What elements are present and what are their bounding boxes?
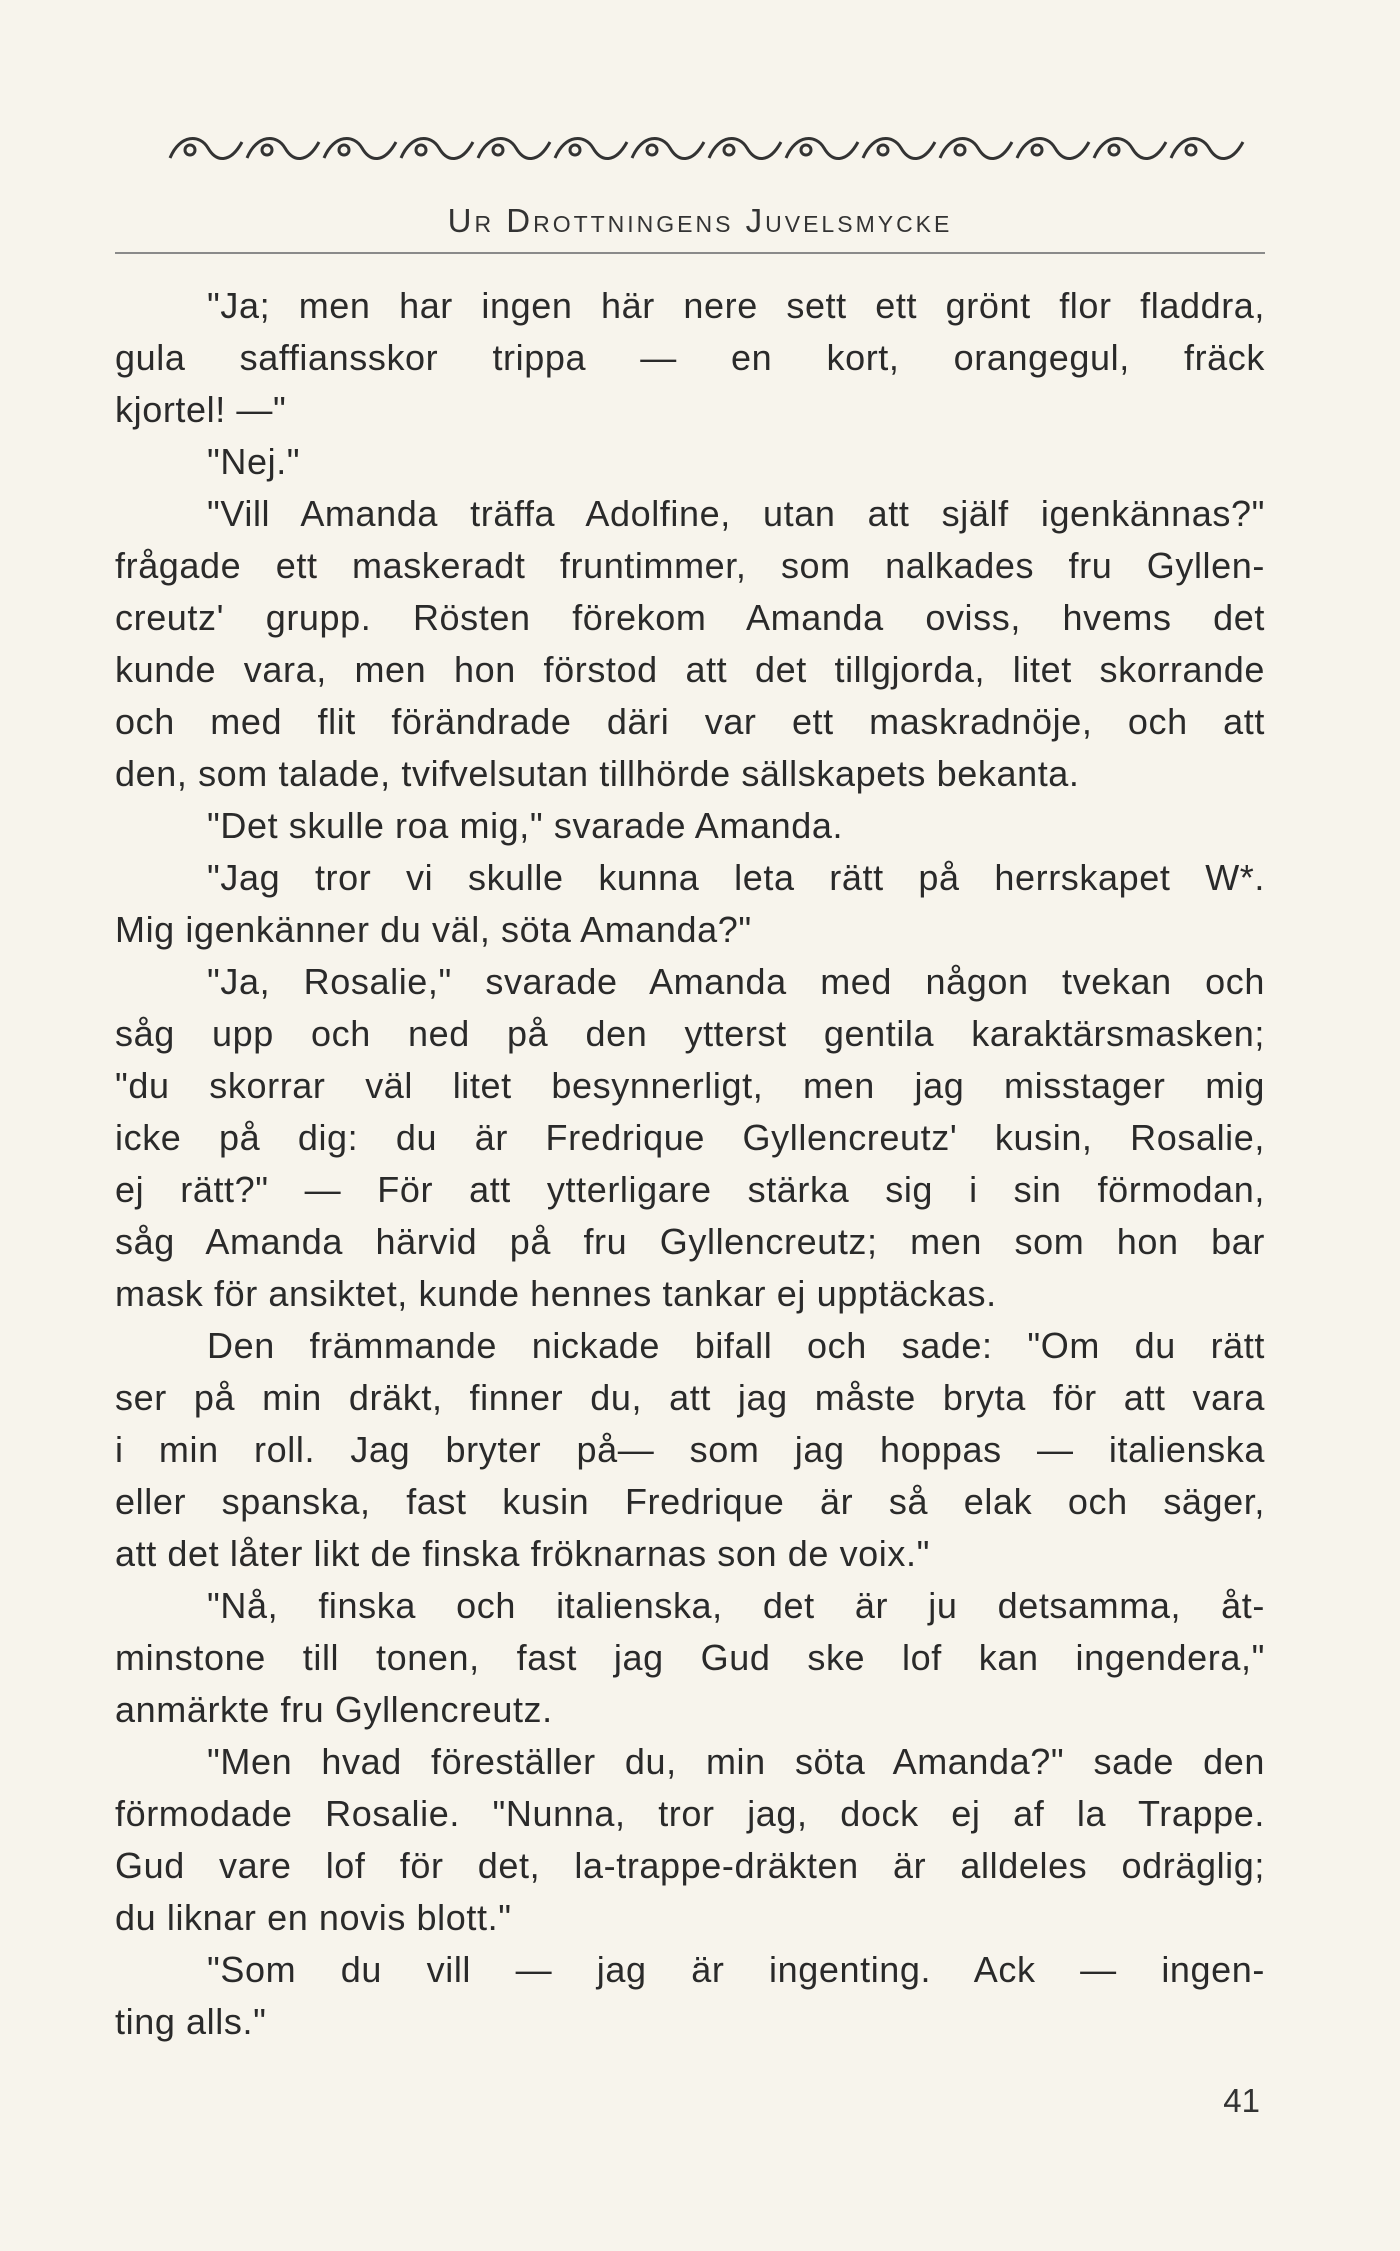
ornament-curl — [1109, 145, 1119, 155]
text-line: ej rätt?" — För att ytterligare stärka sig i sin förmodan, — [115, 1169, 1265, 1210]
text-line: att det låter likt de finska fröknarnas son de voix." — [115, 1533, 930, 1574]
text-line: "Nej." — [207, 441, 301, 482]
page-number: 41 — [1223, 2082, 1260, 2119]
text-line: eller spanska, fast kusin Fredrique är så elak och säger, — [115, 1481, 1265, 1522]
text-line: "Som du vill — jag är ingenting. Ack — ingen- — [207, 1949, 1265, 1990]
text-line: minstone till tonen, fast jag Gud ske lof kan ingendera," — [115, 1637, 1265, 1678]
ornament-curl — [339, 145, 349, 155]
text-line: och med flit förändrade däri var ett maskradnöje, och att — [115, 701, 1265, 742]
text-line: mask för ansiktet, kunde hennes tankar ej upptäckas. — [115, 1273, 997, 1314]
ornament-curl — [1032, 145, 1042, 155]
ornament-scroll — [324, 139, 396, 159]
ornament-scroll — [786, 139, 858, 159]
text-line: såg upp och ned på den ytterst gentila karaktärsmasken; — [115, 1013, 1265, 1054]
ornament-scroll — [401, 139, 473, 159]
ornament-scroll — [863, 139, 935, 159]
ornament-curl — [416, 145, 426, 155]
text-line: du liknar en novis blott." — [115, 1897, 512, 1938]
ornament-curl — [878, 145, 888, 155]
page-body — [115, 280, 1265, 2048]
text-line: Mig igenkänner du väl, söta Amanda?" — [115, 909, 752, 950]
ornament-curl — [570, 145, 580, 155]
ornament-scroll — [170, 139, 242, 159]
ornament-scroll — [478, 139, 550, 159]
ornament-scroll — [1017, 139, 1089, 159]
ornament-curl — [185, 145, 195, 155]
text-line: "du skorrar väl litet besynnerligt, men jag misstager mig — [115, 1065, 1265, 1106]
ornament-scroll — [247, 139, 319, 159]
text-line: i min roll. Jag bryter på— som jag hoppas — italienska — [115, 1429, 1265, 1470]
ornament-scroll — [940, 139, 1012, 159]
ornament-scroll — [709, 139, 781, 159]
header-rule — [115, 252, 1265, 254]
ornament-curl — [724, 145, 734, 155]
text-line: frågade ett maskeradt fruntimmer, som nalkades fru Gyllen- — [115, 545, 1265, 586]
text-line: "Vill Amanda träffa Adolfine, utan att själf igenkännas?" — [207, 493, 1265, 534]
ornament-scroll — [1094, 139, 1166, 159]
text-line: ser på min dräkt, finner du, att jag måste bryta för att vara — [115, 1377, 1265, 1418]
text-line: Den främmande nickade bifall och sade: "Om du rätt — [207, 1325, 1265, 1366]
ornament-scroll — [1171, 139, 1243, 159]
text-line: "Nå, finska och italienska, det är ju detsamma, åt- — [207, 1585, 1265, 1626]
text-line: ting alls." — [115, 2001, 267, 2042]
text-line: "Men hvad föreställer du, min söta Amanda?" sade den — [207, 1741, 1265, 1782]
text-line: Gud vare lof för det, la-trappe-dräkten är alldeles odräglig; — [115, 1845, 1265, 1886]
text-line: icke på dig: du är Fredrique Gyllencreutz' kusin, Rosalie, — [115, 1117, 1265, 1158]
text-line: creutz' grupp. Rösten förekom Amanda oviss, hvems det — [115, 597, 1265, 638]
text-line: förmodade Rosalie. "Nunna, tror jag, dock ej af la Trappe. — [115, 1793, 1265, 1834]
ornament-scroll — [555, 139, 627, 159]
text-line: anmärkte fru Gyllencreutz. — [115, 1689, 553, 1730]
ornament-curl — [1186, 145, 1196, 155]
ornament-curl — [493, 145, 503, 155]
text-line: kunde vara, men hon förstod att det tillgjorda, litet skorrande — [115, 649, 1265, 690]
text-line: "Jag tror vi skulle kunna leta rätt på herrskapet W*. — [207, 857, 1265, 898]
text-line: såg Amanda härvid på fru Gyllencreutz; men som hon bar — [115, 1221, 1265, 1262]
ornament-curl — [955, 145, 965, 155]
text-line: "Det skulle roa mig," svarade Amanda. — [207, 805, 844, 846]
text-line: "Ja, Rosalie," svarade Amanda med någon tvekan och — [207, 961, 1265, 1002]
text-line: gula saffiansskor trippa — en kort, orangegul, fräck — [115, 337, 1265, 378]
text-line: kjortel! —" — [115, 389, 287, 430]
running-head: Ur Drottningens Juvelsmycke — [447, 202, 953, 239]
ornament-scroll — [632, 139, 704, 159]
ornament-curl — [647, 145, 657, 155]
text-line: "Ja; men har ingen här nere sett ett grönt flor fladdra, — [207, 285, 1265, 326]
ornament-curl — [801, 145, 811, 155]
ornament-curl — [262, 145, 272, 155]
decorative-header-ornament — [160, 128, 1260, 170]
text-line: den, som talade, tvifvelsutan tillhörde sällskapets bekanta. — [115, 753, 1080, 794]
